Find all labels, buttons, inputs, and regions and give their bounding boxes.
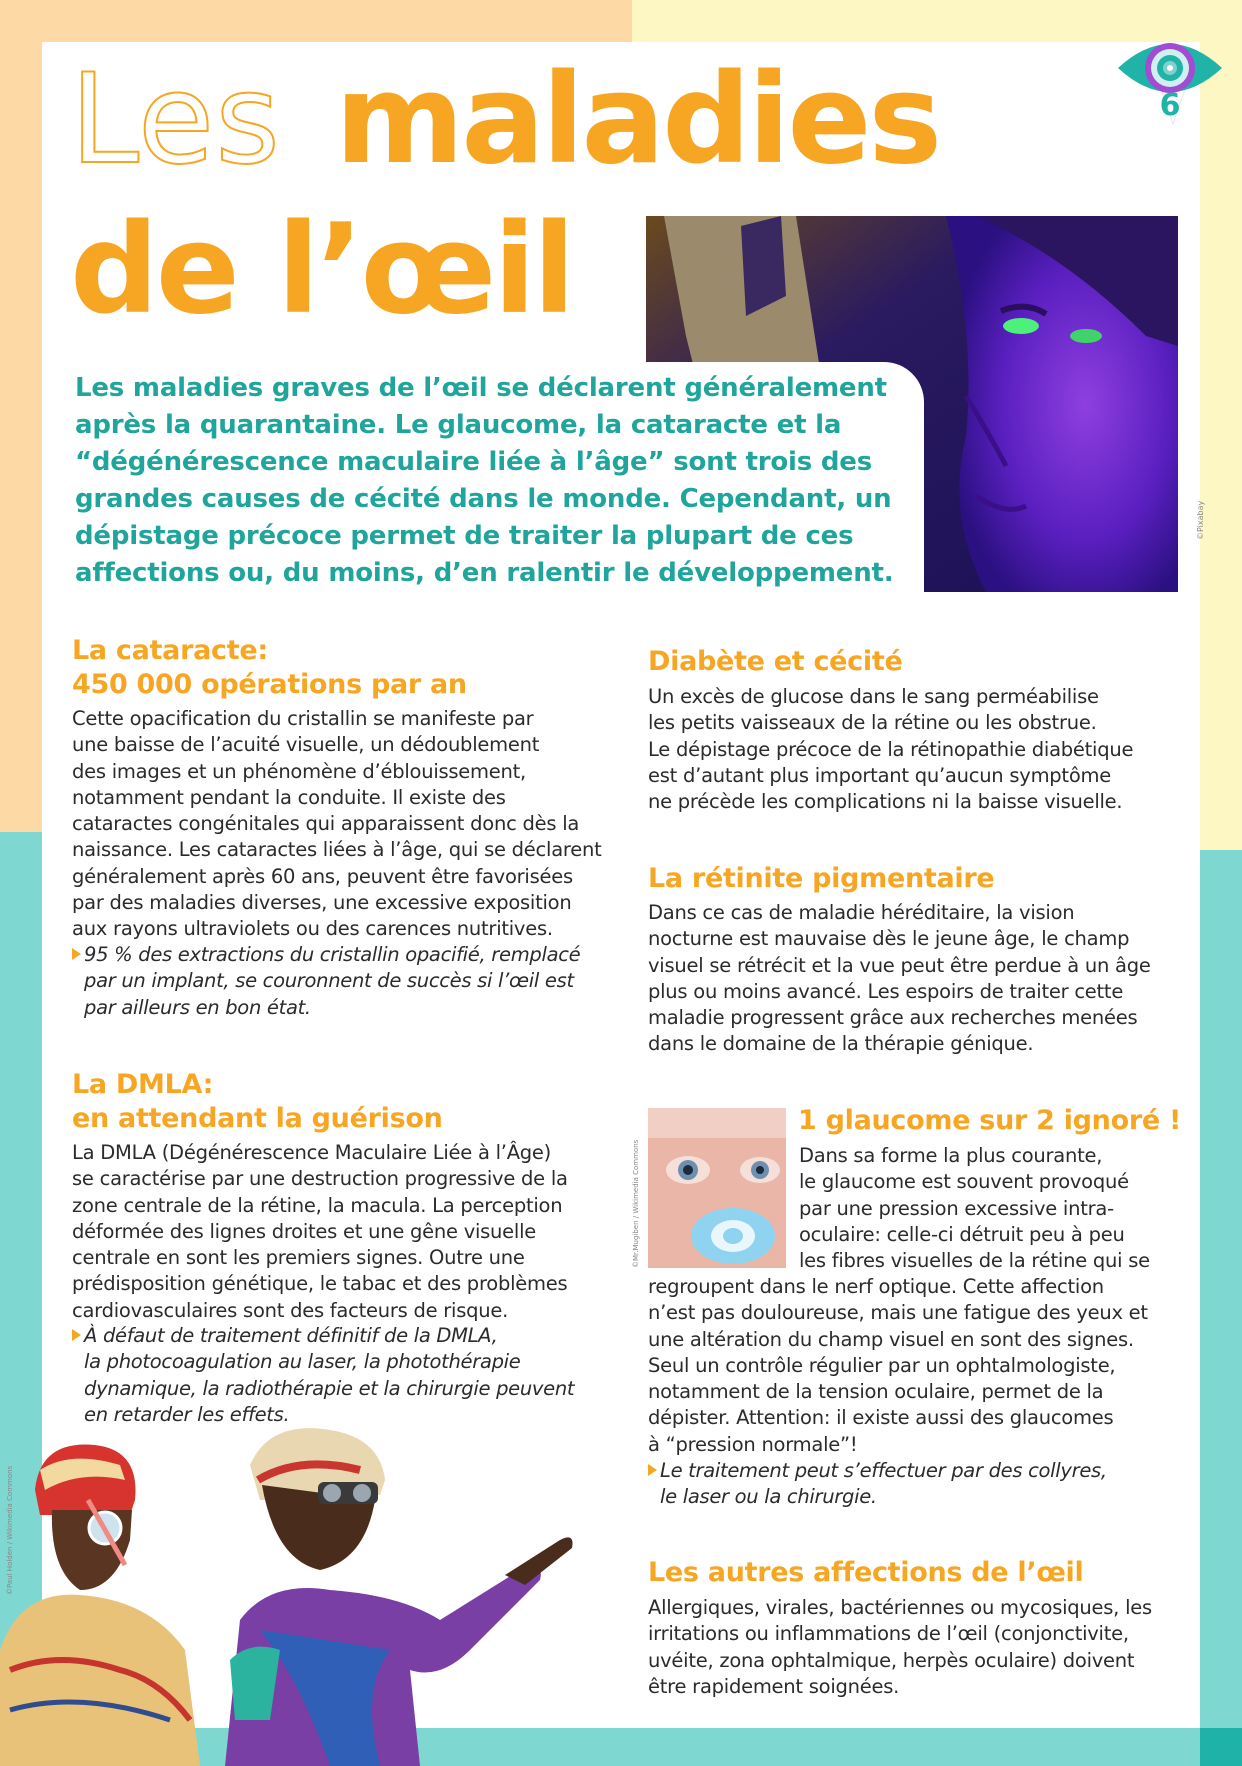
corner-block	[1200, 1728, 1242, 1766]
note-line: dynamique, la radiothérapie et la chirurgie peuvent	[84, 1376, 575, 1400]
text-line: La DMLA (Dégénérescence Maculaire Liée à l’Âge)	[72, 1141, 552, 1164]
text-line: les fibres visuelles de la rétine qui se	[799, 1249, 1150, 1273]
text-line: être rapidement soignées.	[648, 1674, 900, 1698]
text-line: est d’autant plus important qu’aucun symptôme	[648, 763, 1112, 787]
title-line-2: de l’œil	[70, 198, 573, 342]
glaucome-body-top	[799, 1143, 1199, 1274]
cataracte-body	[72, 706, 602, 943]
text-line: les petits vaisseaux de la rétine ou les obstrue.	[648, 711, 1097, 735]
text-line: nocturne est mauvaise dès le jeune âge, le champ	[648, 927, 1130, 951]
diabete-body	[648, 684, 1178, 815]
text-line: notamment de la tension oculaire, permet de la	[648, 1380, 1104, 1404]
arrow-bullet-icon	[72, 1329, 81, 1341]
text-line: généralement après 60 ans, peuvent être favorisées	[72, 864, 573, 888]
section-title-autres: Les autres affections de l’œil	[648, 1557, 1084, 1588]
dmla-body	[72, 1140, 602, 1324]
note-line: le laser ou la chirurgie.	[660, 1485, 877, 1509]
note-line: par un implant, se couronnent de succès si l’œil est	[84, 969, 574, 993]
note-line: Le traitement peut s’effectuer par des collyres,	[660, 1459, 1107, 1482]
text-line: prédisposition génétique, le tabac et des problèmes	[72, 1272, 568, 1296]
note-line: en retarder les effets.	[84, 1402, 290, 1426]
text-line: maladie progressent grâce aux recherches menées	[648, 1006, 1138, 1030]
text-line: cardiovasculaires sont des facteurs de risque.	[72, 1298, 509, 1322]
text-line: dans le domaine de la thérapie génique.	[648, 1032, 1034, 1056]
text-line: plus ou moins avancé. Les espoirs de traiter cette	[648, 979, 1124, 1003]
photo-women-eye-patients	[0, 1420, 620, 1766]
text-line: Seul un contrôle régulier par un ophtalmologiste,	[648, 1353, 1116, 1377]
text-line: déformée des lignes droites et une gêne visuelle	[72, 1219, 536, 1243]
text-line: Le dépistage précoce de la rétinopathie diabétique	[648, 737, 1134, 761]
autres-body	[648, 1595, 1188, 1700]
text-line: Un excès de glucose dans le sang perméabilise	[648, 685, 1099, 708]
cataracte-note	[72, 942, 602, 1021]
text-line: visuel se rétrécit et la vue peut être perdue à un âge	[648, 953, 1151, 977]
text-line: regroupent dans le nerf optique. Cette affection	[648, 1275, 1104, 1298]
photo-credit-baby: ©Mr.Mugiben / Wikimedia Commons	[632, 1139, 640, 1268]
note-line: 95 % des extractions du cristallin opacifié, remplacé	[84, 943, 581, 966]
text-line: Allergiques, virales, bactériennes ou mycosiques, les	[648, 1596, 1152, 1619]
text-line: zone centrale de la rétine, la macula. La perception	[72, 1193, 563, 1217]
text-line: dépister. Attention: il existe aussi des glaucomes	[648, 1406, 1114, 1430]
text-line: se caractérise par une destruction progressive de la	[72, 1167, 568, 1191]
text-line: notamment pendant la conduite. Il existe des	[72, 785, 506, 809]
text-line: à “pression normale”!	[648, 1432, 858, 1456]
cataracte-title-line1: La cataracte:	[72, 635, 268, 666]
section-title-cataracte	[72, 634, 467, 702]
text-line: par des maladies diverses, une excessive exposition	[72, 891, 572, 915]
dmla-note	[72, 1323, 602, 1428]
section-title-diabete: Diabète et cécité	[648, 646, 903, 677]
text-line: Dans sa forme la plus courante,	[799, 1144, 1103, 1167]
note-line: À défaut de traitement définitif de la DMLA,	[84, 1324, 498, 1347]
text-line: centrale en sont les premiers signes. Outre une	[72, 1246, 525, 1270]
section-title-retinite: La rétinite pigmentaire	[648, 863, 995, 894]
text-line: oculaire: celle-ci détruit peu à peu	[799, 1222, 1125, 1246]
text-line: par une pression excessive intra-	[799, 1196, 1114, 1220]
photo-baby-glaucoma	[648, 1108, 786, 1268]
glaucome-note	[648, 1458, 1188, 1511]
section-title-dmla	[72, 1068, 443, 1136]
retinite-body	[648, 900, 1178, 1058]
arrow-bullet-icon	[72, 948, 81, 960]
dmla-title-line1: La DMLA:	[72, 1069, 214, 1100]
text-line: irritations ou inflammations de l’œil (conjonctivite,	[648, 1622, 1129, 1646]
right-band-teal	[1200, 850, 1242, 1766]
text-line: cataractes congénitales qui apparaissent donc dès la	[72, 812, 580, 836]
title-word-maladies: maladies	[335, 48, 940, 192]
note-line: la photocoagulation au laser, la photothérapie	[84, 1350, 521, 1374]
photo-credit-women: ©Paul Holden / Wikimedia Commons	[6, 1465, 14, 1595]
dmla-title-line2: en attendant la guérison	[72, 1103, 443, 1134]
left-band-orange	[0, 42, 42, 832]
text-line: ne précède les complications ni la baisse visuelle.	[648, 790, 1123, 814]
text-line: n’est pas douloureuse, mais une fatigue des yeux et	[648, 1301, 1148, 1325]
arrow-bullet-icon	[648, 1464, 657, 1476]
text-line: des images et un phénomène d’éblouissement,	[72, 759, 526, 783]
note-line: par ailleurs en bon état.	[84, 995, 311, 1019]
intro-paragraph: Les maladies graves de l’œil se déclarent généralement après la quarantaine. Le glaucome, la cataracte et la “dégénérescence maculaire liée à l’âge” sont trois des grandes causes de cécité dans le monde. Cependant, un dépistage précoce permet de traiter la plupart de ces affections ou, du moins, d’en ralentir le développement.	[75, 373, 894, 588]
top-band-orange	[0, 0, 632, 42]
text-line: une baisse de l’acuité visuelle, un dédoublement	[72, 733, 540, 757]
text-line: uvéite, zona ophtalmique, herpès oculaire) doivent	[648, 1648, 1135, 1672]
text-line: le glaucome est souvent provoqué	[799, 1170, 1129, 1194]
page-number: 6	[1159, 88, 1181, 123]
section-title-glaucome: 1 glaucome sur 2 ignoré !	[798, 1105, 1181, 1136]
photo-credit-girl: ©Pixabay	[1196, 500, 1205, 540]
text-line: aux rayons ultraviolets ou des carences nutritives.	[72, 917, 553, 941]
text-line: Cette opacification du cristallin se manifeste par	[72, 707, 534, 730]
cataracte-title-line2: 450 000 opérations par an	[72, 669, 467, 700]
text-line: naissance. Les cataractes liées à l’âge, qui se déclarent	[72, 838, 602, 862]
text-line: une altération du champ visuel en sont des signes.	[648, 1327, 1134, 1351]
title-word-les: Les	[70, 48, 281, 192]
text-line: Dans ce cas de maladie héréditaire, la vision	[648, 901, 1075, 924]
glaucome-body-bottom	[648, 1274, 1188, 1458]
